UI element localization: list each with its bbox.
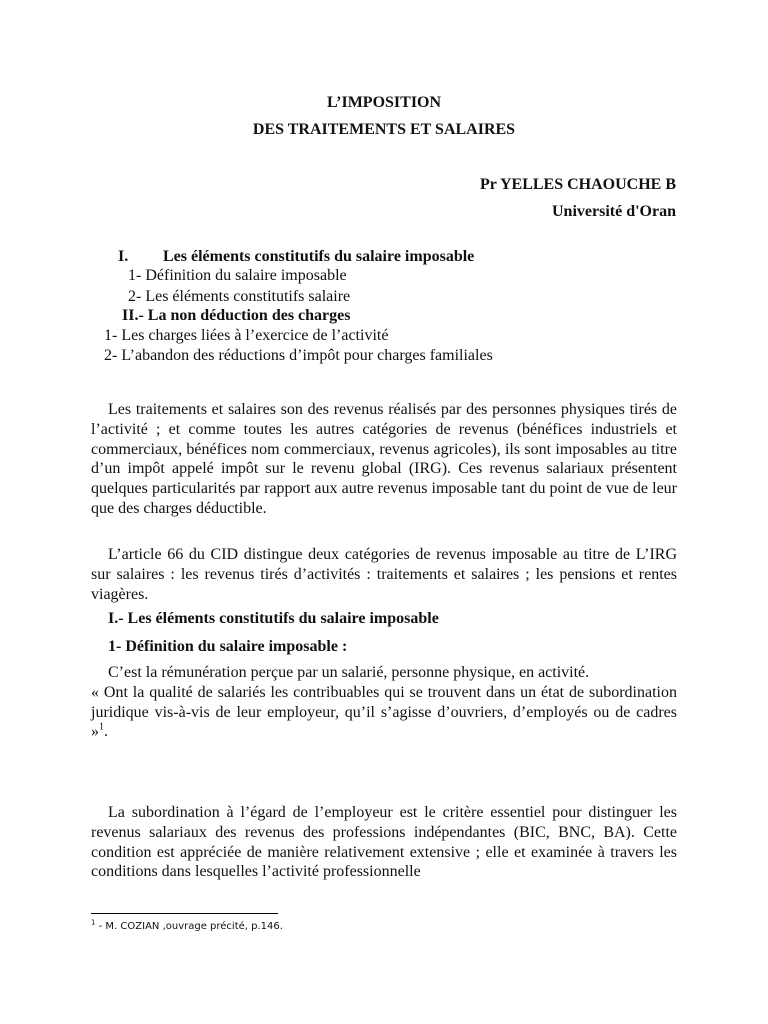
paragraph-text: La subordination à l’égard de l’employeur est le critère essentiel pour distinguer les revenus salariaux des revenus des professions indépendantes (BIC, BNC, BA). Cette condition est appréciée de manière relativement extensive ; elle et examinée à travers les conditions dans lesquelles l’activité professionnelle: [91, 804, 677, 881]
section-heading-1: I.- Les éléments constitutifs du salaire imposable: [108, 610, 439, 627]
outline-part2-item1: 1- Les charges liées à l’exercice de l’activité: [104, 327, 389, 344]
paragraph-line: C’est la rémunération perçue par un salarié, personne physique, en activité.: [108, 664, 590, 681]
document-title-line2: DES TRAITEMENTS ET SALAIRES: [252, 121, 516, 138]
document-title-line1: L’IMPOSITION: [326, 94, 442, 111]
outline-part1-number: I.: [118, 248, 129, 265]
outline-part2-item2: 2- L’abandon des réductions d’impôt pour charges familiales: [104, 347, 493, 364]
body-paragraph-4: [91, 803, 677, 882]
outline-part1-title: Les éléments constitutifs du salaire imposable: [163, 248, 475, 265]
body-paragraph-3: [91, 663, 677, 742]
author-name: Pr YELLES CHAOUCHE B: [479, 176, 676, 193]
subsection-heading-1: 1- Définition du salaire imposable :: [108, 638, 348, 655]
footnote-separator: [91, 913, 278, 914]
quote-text: « Ont la qualité de salariés les contribuables qui se trouvent dans un état de subordination juridique vis-à-vis de leur employeur, qu’il s’agisse d’ouvriers, d’employés ou de cadres »: [91, 683, 677, 741]
outline-part1-item2: 2- Les éléments constitutifs salaire: [128, 288, 351, 305]
outline-part2-title: II.- La non déduction des charges: [122, 307, 351, 324]
paragraph-text: [91, 683, 677, 742]
footnote-number: 1: [91, 918, 96, 927]
body-paragraph-1: [91, 400, 677, 519]
outline-part1-item1: 1- Définition du salaire imposable: [128, 267, 347, 284]
paragraph-text: Les traitements et salaires son des revenus réalisés par des personnes physiques tirés de l’activité ; et comme toutes les autres catégories de revenus (bénéfices industriels et commerciaux, bénéfices nom commerciaux, revenus agricoles), ils sont imposables au titre d’un impôt appelé impôt sur le revenu global (IRG). Ces revenus salariaux présentent quelques particularités par rapport aux autre revenus imposable tant du point de vue de leur que des charges déductible.: [91, 401, 677, 517]
footnote: [91, 918, 283, 932]
paragraph-text: L’article 66 du CID distingue deux catégories de revenus imposable au titre de L’IRG sur salaires : les revenus tirés d’activités : traitements et salaires ; les pensions et rentes viagères.: [91, 546, 677, 603]
author-institution: Université d'Oran: [552, 203, 676, 220]
footnote-reference: 1: [99, 722, 104, 734]
body-paragraph-2: [91, 545, 677, 604]
footnote-text: - M. COZIAN ,ouvrage précité, p.146.: [95, 921, 283, 932]
quote-end: .: [104, 723, 108, 741]
